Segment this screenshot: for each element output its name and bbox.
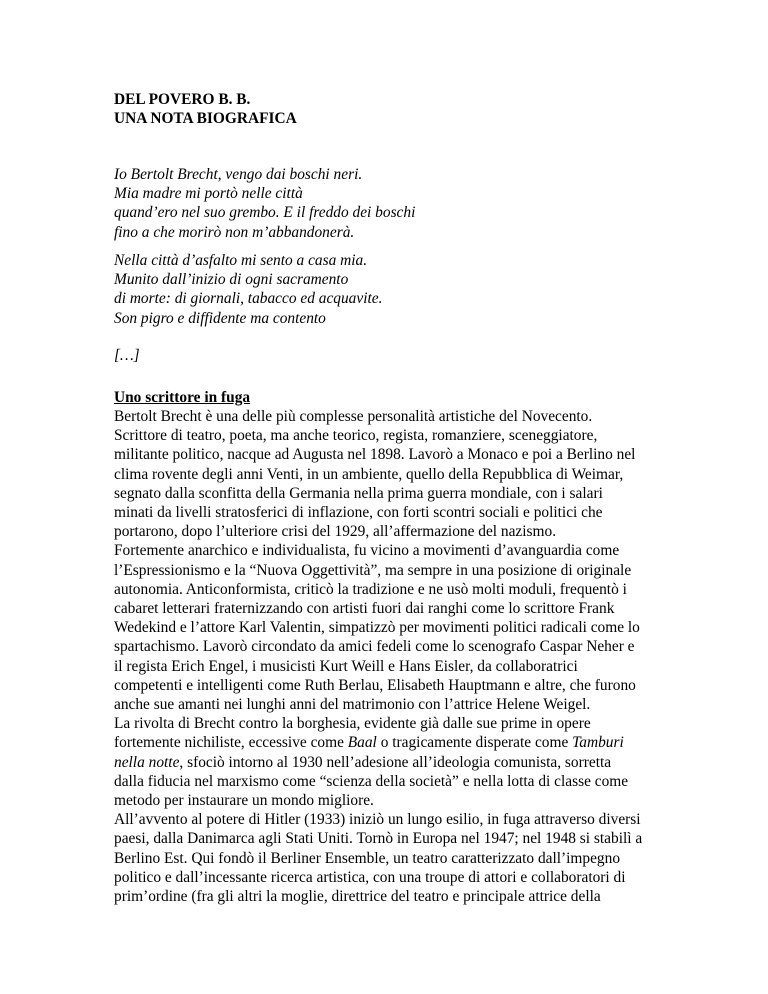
body-line: spartachismo. Lavorò circondato da amici fedeli come lo scenografo Caspar Neher e <box>114 638 635 656</box>
work-title-baal: Baal <box>347 734 377 752</box>
poem-line: Munito dall’inizio di ogni sacramento <box>114 271 349 289</box>
body-text-segment: o tragicamente disperate come <box>376 734 573 752</box>
body-text-segment: , sfociò intorno al 1930 nell’adesione all’ideologia comunista, sorretta <box>179 753 612 771</box>
body-line: paesi, dalla Danimarca agli Stati Uniti. Tornò in Europa nel 1947; nel 1948 si stabilì a <box>114 830 643 848</box>
body-line: dalla fiducia nel marxismo come “scienza della società” e nella lotta di classe come <box>114 772 629 790</box>
body-line: militante politico, nacque ad Augusta nel 1898. Lavorò a Monaco e poi a Berlino nel <box>114 446 636 464</box>
poem-line: di morte: di giornali, tabacco ed acquavite. <box>114 290 383 308</box>
body-line <box>114 733 684 752</box>
body-line: minati da livelli stratosferici di inflazione, con forti scontri sociali e politici che <box>114 504 603 522</box>
body-text <box>114 407 684 906</box>
body-line: Wedekind e l’attore Karl Valentin, simpatizzò per movimenti politici radicali come lo <box>114 619 640 637</box>
body-line: anche sue amanti nei lunghi anni del matrimonio con l’attrice Helene Weigel. <box>114 696 591 714</box>
poem-ellipsis: […] <box>114 347 140 364</box>
body-line: prim’ordine (fra gli altri la moglie, direttrice del teatro e principale attrice della <box>114 888 601 906</box>
body-line: Berlino Est. Qui fondò il Berliner Ensemble, un teatro caratterizzato dall’impegno <box>114 849 621 867</box>
body-line: autonomia. Anticonformista, criticò la tradizione e ne usò molti moduli, frequentò i <box>114 580 627 598</box>
body-line: competenti e intelligenti come Ruth Berlau, Elisabeth Hauptmann e altre, che furono <box>114 676 636 694</box>
body-line: clima rovente degli anni Venti, in un ambiente, quello della Repubblica di Weimar, <box>114 465 624 483</box>
poem-stanza-1 <box>114 165 674 242</box>
poem-line: fino a che morirò non m’abbandonerà. <box>114 223 355 241</box>
body-line <box>114 753 684 772</box>
body-line: Scrittore di teatro, poeta, ma anche teorico, regista, romanziere, sceneggiatore, <box>114 427 598 445</box>
body-line: il regista Erich Engel, i musicisti Kurt Weill e Hans Eisler, da collaboratrici <box>114 657 578 675</box>
work-title-tamburi-cont: nella notte <box>114 753 180 771</box>
title-line: UNA NOTA BIOGRAFICA <box>114 110 297 128</box>
body-line: La rivolta di Brecht contro la borghesia, evidente già dalle sue prime in opere <box>114 715 591 733</box>
poem-line: Mia madre mi portò nelle città <box>114 185 303 203</box>
body-line: politico e dall’incessante ricerca artistica, con una troupe di attori e collaboratori di <box>114 868 626 886</box>
poem-line: Io Bertolt Brecht, vengo dai boschi neri. <box>114 166 363 183</box>
body-line: cabaret letterari fraternizzando con artisti fuori dai ranghi come lo scrittore Frank <box>114 600 615 618</box>
section-heading: Uno scrittore in fuga <box>114 389 251 406</box>
body-line: All’avvento al potere di Hitler (1933) iniziò un lungo esilio, in fuga attraverso diversi <box>114 811 641 829</box>
body-text-segment: fortemente nichiliste, eccessive come <box>114 734 348 752</box>
poem-line: Nella città d’asfalto mi sento a casa mia. <box>114 252 368 269</box>
work-title-tamburi: Tamburi <box>572 734 624 752</box>
poem-stanza-2 <box>114 251 674 328</box>
poem-line: quand’ero nel suo grembo. E il freddo dei boschi <box>114 204 416 222</box>
poem-line: Son pigro e diffidente ma contento <box>114 309 326 327</box>
body-line: metodo per instaurare un mondo migliore. <box>114 792 374 810</box>
body-line: Fortemente anarchico e individualista, fu vicino a movimenti d’avanguardia come <box>114 542 620 560</box>
body-line: Bertolt Brecht è una delle più complesse personalità artistiche del Novecento. <box>114 408 593 425</box>
body-line: l’Espressionismo e la “Nuova Oggettività”, ma sempre in una posizione di originale <box>114 561 632 579</box>
title-line: DEL POVERO B. B. <box>114 91 251 108</box>
body-line: segnato dalla sconfitta della Germania nella prima guerra mondiale, con i salari <box>114 484 603 502</box>
body-line: portarono, dopo l’ulteriore crisi del 1929, all’affermazione del nazismo. <box>114 523 557 541</box>
document-title <box>114 90 674 128</box>
